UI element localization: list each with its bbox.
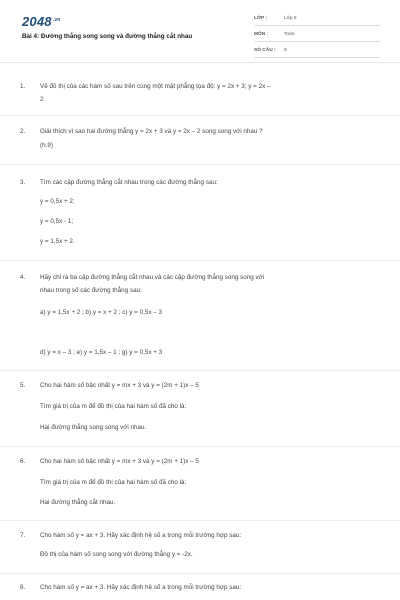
- question-number: 6.: [20, 458, 26, 465]
- question-text: d) y = x – 3 ; e) y = 1,5x – 1 ; g) y = 0,5x + 3: [40, 349, 163, 356]
- meta-label: LỚP :: [254, 16, 268, 21]
- question-divider: [0, 520, 400, 521]
- question-text: Cho hàm số y = ax + 3. Hãy xác định hệ số a trong mỗi trường hợp sau:: [40, 584, 242, 591]
- question-divider: [0, 115, 400, 116]
- meta-row-class: [254, 14, 380, 26]
- question-text: Tìm giá trị của m để đồ thị của hai hàm số đã cho là:: [40, 403, 187, 410]
- meta-value: 9: [284, 48, 287, 53]
- question-text: a) y = 1,5x + 2 ; b) y = x + 2 ; c) y = 0,5x – 3: [40, 309, 162, 316]
- page-title: Bài 4: Đường thẳng song song và đường thẳng cắt nhau: [22, 33, 193, 40]
- meta-value: Lớp 9: [284, 16, 297, 21]
- header: [0, 0, 400, 62]
- question-text: Tìm giá trị của m để đồ thị của hai hàm số đã cho là:: [40, 479, 187, 486]
- question-number: 7.: [20, 532, 26, 539]
- question-text: Hãy chỉ ra ba cặp đường thẳng cắt nhau và các cặp đường thẳng song song với: [40, 274, 265, 281]
- meta-label: MÔN :: [254, 32, 269, 37]
- logo-suffix: .vn: [52, 16, 61, 23]
- question-text: Vẽ đồ thị của các hàm số sau trên cùng một mặt phẳng tọa độ: y = 2x + 3; y = 2x –: [40, 83, 271, 90]
- question-number: 5.: [20, 382, 26, 389]
- question-number: 1.: [20, 83, 26, 90]
- question-number: 8.: [20, 584, 26, 591]
- meta-row-count: [254, 46, 380, 58]
- header-divider: [0, 62, 400, 63]
- question-divider: [0, 370, 400, 371]
- question-text: Cho hai hàm số bậc nhất y = mx + 3 và y = (2m + 1)x – 5: [40, 458, 199, 465]
- question-text: y = 0,5x - 1;: [40, 218, 74, 225]
- question-divider: [0, 573, 400, 574]
- meta-value: Toán: [284, 32, 295, 37]
- meta-label: SỐ CÂU :: [254, 48, 276, 53]
- question-text: 2: [40, 96, 44, 103]
- question-number: 2.: [20, 128, 26, 135]
- question-number: 3.: [20, 179, 26, 186]
- question-text: nhau trong số các đường thẳng sau:: [40, 287, 142, 294]
- question-text: Giải thích vì sao hai đường thẳng y = 2x + 3 và y = 2x – 2 song song với nhau ?: [40, 128, 263, 135]
- question-divider: [0, 260, 400, 261]
- question-divider: [0, 446, 400, 447]
- question-text: Hai đường thẳng cắt nhau.: [40, 499, 116, 506]
- question-divider: [0, 164, 400, 165]
- question-text: (h.9): [40, 142, 53, 149]
- question-text: y = 0,5x + 2;: [40, 198, 75, 205]
- logo-text: 2048: [22, 14, 52, 29]
- question-text: Cho hai hàm số bậc nhất y = mx + 3 và y = (2m + 1)x – 5: [40, 382, 199, 389]
- question-number: 4.: [20, 274, 26, 281]
- question-text: Hai đường thẳng song song với nhau.: [40, 424, 147, 431]
- meta-row-subject: [254, 30, 380, 42]
- question-text: Cho hàm số y = ax + 3. Hãy xác định hệ số a trong mỗi trường hợp sau:: [40, 532, 242, 539]
- question-text: Tìm các cặp đường thẳng cắt nhau trong các đường thẳng sau:: [40, 179, 218, 186]
- site-logo[interactable]: [22, 14, 61, 29]
- meta-box: [254, 14, 380, 62]
- question-text: y = 1,5x + 2.: [40, 238, 75, 245]
- question-text: Đồ thị của hàm số song song với đường thẳng y = -2x.: [40, 551, 193, 558]
